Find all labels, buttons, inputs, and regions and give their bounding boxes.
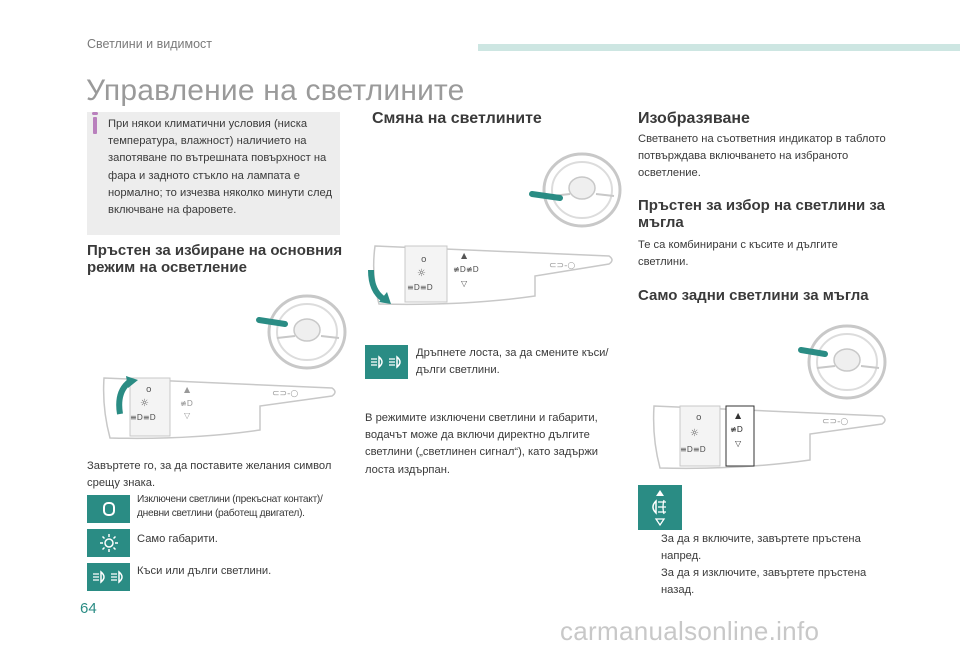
- mode-label-sidelights: Само габарити.: [137, 533, 218, 545]
- svg-text:o: o: [421, 255, 427, 265]
- switching-pull-text: Дръпнете лоста, за да смените къси/дълги светлини.: [416, 347, 609, 377]
- switching-heading: Смяна на светлините: [372, 110, 542, 127]
- main-ring-heading: Пръстен за избиране на основния режим на осветление: [87, 242, 343, 276]
- fog-ring-heading: Пръстен за избор на светлини за мъгла: [638, 197, 885, 231]
- svg-text:≡D≡D: ≡D≡D: [680, 445, 706, 454]
- sidelights-icon: [87, 529, 130, 557]
- svg-text:▽: ▽: [184, 411, 191, 420]
- fog-ring-text: Те са комбинирани с късите и дългите светлини.: [638, 239, 838, 269]
- mode-label-low-high: Къси или дълги светлини.: [137, 565, 272, 577]
- display-heading: Изобразяване: [638, 110, 750, 127]
- svg-text:▲: ▲: [184, 385, 191, 394]
- svg-text:⊂⊃-○: ⊂⊃-○: [272, 389, 299, 399]
- svg-text:≡D≡D: ≡D≡D: [130, 413, 156, 422]
- svg-text:≡D≡D: ≡D≡D: [407, 283, 433, 292]
- svg-text:☼: ☼: [690, 428, 699, 439]
- main-ring-instruction: Завъртете го, за да поставите желания символ срещу знака.: [87, 460, 332, 490]
- steering-wheel-image: [530, 150, 630, 230]
- mode-label-lights-off: Изключени светлини (прекъснат контакт)/ дневни светлини (работещ двигател).: [137, 494, 323, 519]
- header-section-title: Светлини и видимост: [87, 37, 213, 51]
- page-number: 64: [80, 600, 97, 617]
- svg-text:☼: ☼: [140, 398, 149, 409]
- svg-text:☼: ☼: [417, 268, 426, 279]
- svg-text:⊂⊃-○: ⊂⊃-○: [822, 417, 849, 427]
- svg-text:≢D: ≢D: [730, 425, 743, 434]
- svg-text:o: o: [146, 385, 152, 395]
- page-title: Управление на светлините: [86, 74, 465, 107]
- svg-text:▲: ▲: [461, 251, 468, 260]
- info-icon: [93, 117, 97, 134]
- switching-paragraph: В режимите изключени светлини и габарити, водачът може да включи директно дългите светлини („светлинен сигнал“), като задържи лоста издърпан.: [365, 412, 599, 476]
- low-high-beam-icon: [365, 345, 408, 379]
- header-bar: [478, 44, 960, 51]
- rear-fog-bullet-2: За да я изключите, завъртете пръстена назад.: [661, 567, 867, 597]
- low-high-beam-icon: [87, 563, 130, 591]
- svg-text:o: o: [696, 413, 702, 423]
- steering-wheel-image: [255, 290, 355, 370]
- note-text: При някои климатични условия (ниска температура, влажност) наличието на запотяване по вътрешната повърхност на фара и задното стъкло на лампата е нормално; то изчезва няколко минути след включване на фаровете.: [108, 118, 333, 217]
- svg-text:≢D≢D: ≢D≢D: [453, 265, 479, 274]
- rear-fog-bullet-1: За да я включите, завъртете пръстена напред.: [661, 533, 861, 563]
- light-stalk-image: [100, 370, 340, 445]
- light-stalk-image: [365, 240, 620, 310]
- watermark: carmanualsonline.info: [560, 616, 820, 646]
- svg-text:▽: ▽: [735, 439, 742, 448]
- light-stalk-image: [650, 400, 890, 475]
- lights-off-icon: [87, 495, 130, 523]
- svg-text:≢D: ≢D: [180, 399, 193, 408]
- steering-wheel-image: [795, 322, 895, 402]
- svg-text:⊂⊃-○: ⊂⊃-○: [549, 261, 576, 271]
- svg-text:▽: ▽: [461, 279, 468, 288]
- display-text: Светването на съответния индикатор в таблото потвърждава включването на избраното осветление.: [638, 133, 886, 180]
- svg-text:▲: ▲: [735, 411, 742, 420]
- rear-fog-heading: Само задни светлини за мъгла: [638, 287, 869, 304]
- rear-fog-icon: [638, 485, 682, 530]
